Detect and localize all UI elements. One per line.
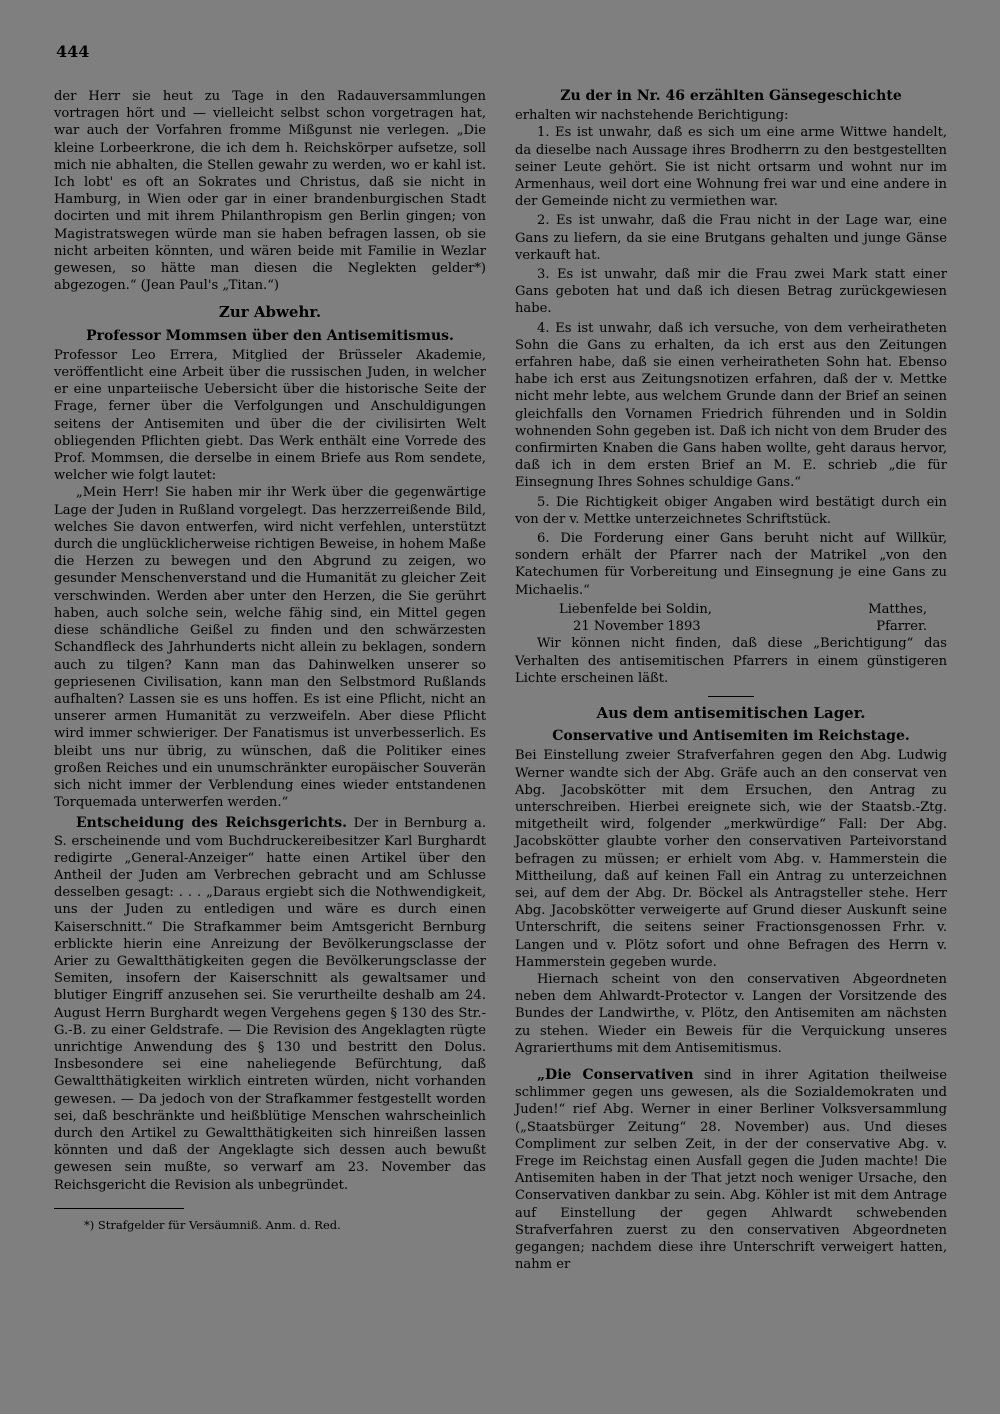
berichtigung-item-3: 3. Es ist unwahr, daß mir die Frau zwei Mark statt einer Gans geboten hat und daß ich diesen Betrag zurückgewiesen habe. (515, 267, 947, 317)
conservativen-text: sind in ihrer Agitation theilweise schlimmer gegen uns gewesen, als die Sozialdemokraten und Juden!“ rief Abg. Werner in einer Berliner Volksversammlung („Staatsbürger Zeitung“ 28. November) aus. Und dieses Compliment zur selben Zeit, in der der conservative Abg. v. Frege im Reichstag einen Ausfall gegen die Juden machte! Die Antisemiten haben in der That jetzt noch weniger Ursache, den Conservativen dankbar zu sein. Abg. Köhler ist mit dem Antrage auf Einstellung der gegen Ahlwardt schwebenden Strafverfahren zuerst zu den conservativen Abgeordneten gegangen; nachdem diese ihre Unterschrift verweigert hatten, nahm er (515, 1067, 947, 1273)
signature-line-2 (515, 618, 947, 635)
section-divider (708, 696, 754, 697)
left-column (54, 88, 486, 1234)
berichtigung-item-1: 1. Es ist unwahr, daß es sich um eine arme Wittwe handelt, da dieselbe nach Aussage ihres Brodherrn zu den bestgestellten seiner Leute gehört. Sie ist nicht ortsarm und wohnt nur im Armenhaus, weil dort eine Wohnung frei war und eine andere in der Gemeinde nicht zu vermiethen war. (515, 125, 947, 210)
footnote: *) Strafgelder für Versäumniß. Anm. d. Red. (84, 1217, 341, 1232)
berichtigung-item-4: 4. Es ist unwahr, daß ich versuche, von dem verheiratheten Sohn die Gans zu erhalten, da ich erst aus den Zeitungen erfahren habe, daß sie einen verheiratheten Sohn hat. Ebenso habe ich erst aus Zeitungsnotizen erfahren, daß der v. Mettke nicht mehr lebte, aus welchem Grunde dann der Brief an seinen gleichfalls den Vornamen Friedrich führenden und in Soldin wohnenden Sohn gegeben ist. Daß ich nicht von dem Bruder des confirmirten Knaben die Gans haben wollte, geht daraus hervor, daß ich in dem ersten Brief an M. E. schrieb „die für Einsegnung Ihres Sohnes schuldige Gans.“ (515, 320, 947, 491)
signature-name: Matthes, (868, 601, 927, 617)
berichtigung-item-5: 5. Die Richtigkeit obiger Angaben wird bestätigt durch ein von der v. Mettke unterzeichnetes Schriftstück. (515, 494, 947, 527)
signature-line-1 (515, 601, 947, 618)
reichsgericht-paragraph (54, 815, 486, 1193)
signature-date: 21 November 1893 (573, 619, 701, 635)
footnote-rule (54, 1208, 184, 1209)
berichtigung-item-2: 2. Es ist unwahr, daß die Frau nicht in der Lage war, eine Gans zu liefern, da sie eine Brutgans gehalten und junge Gänse verkauft hat. (515, 213, 947, 263)
article-title-gaensegeschichte: Zu der in Nr. 46 erzählten Gänsegeschichte (560, 88, 902, 104)
reichstage-paragraph-2: Hiernach scheint von den conservativen Abgeordneten neben dem Ahlwardt-Protector v. Langen der Vorsitzende des Bundes der Landwirthe, v. Plötz, den Antisemiten am nächsten zu stehen. Wieder ein Beweis für die Verquickung unseres Agrarierthums mit dem Antisemitismus. (515, 971, 947, 1056)
mommsen-letter-paragraph: „Mein Herr! Sie haben mir ihr Werk über die gegenwärtige Lage der Juden in Rußland vorgelegt. Das herzzerreißende Bild, welches Sie davon entwerfen, wird nicht verfehlen, unterstützt durch die unglücklicherweise richtigen Beweise, in hohem Maße die Herzen zu bewegen und den Abgrund zu zeigen, wo gesunder Menschenverstand und die Humanität zu gleicher Zeit verschwinden. Werden aber unter den Herzen, die Sie gerührt haben, auch solche sein, welche fähig sind, ein Mittel gegen diese schändliche Geißel zu finden und den schwärzesten Schandfleck des Jahrhunderts nicht allein zu beklagen, sondern auch zu tilgen? Kann man das Dahinwelken unserer so gepriesenen Civilisation, kann man den Selbstmord Rußlands aufhalten? Lassen sie es uns hoffen. Es ist eine Pflicht, nicht an unserer armen Humanität zu verzweifeln. Aber diese Pflicht wird immer schwieriger. Der Fanatismus ist unverbesserlich. Es bleibt uns nur übrig, zu wünschen, daß die Politiker eines großen Reiches und ein unumschränkter europäischer Souverän sich nicht immer der Verblendung eines wieder entstandenen Torquemada unterwerfen werden.“ (54, 485, 486, 811)
conservativen-title: „Die Conservativen (537, 1066, 694, 1083)
section-title-zur-abwehr: Zur Abwehr. (218, 303, 322, 322)
page-number: 444 (56, 42, 90, 61)
section-title-lager: Aus dem antisemitischen Lager. (596, 703, 866, 722)
conservativen-paragraph (515, 1067, 947, 1273)
signature-place: Liebenfelde bei Soldin, (559, 601, 712, 617)
reichstage-paragraph-1: Bei Einstellung zweier Strafverfahren gegen den Abg. Ludwig Werner wandte sich der Abg. Gräfe auch an den conservat ven Abg. Jacobskötter mit dem Ersuchen, den Antrag zu unterschreiben. Hierbei ereignete sich, wie der Staatsb.-Ztg. mitgetheilt wird, folgender „merkwürdige“ Fall: Der Abg. Jacobskötter glaubte vorher den conservativen Parteivorstand befragen zu müssen; er erhielt vom Abg. v. Hammerstein die Mittheilung, daß auf keinen Fall ein Antrag zu unterzeichnen sei, auf dem der Abg. Dr. Böckel als Antragsteller stehe. Herr Abg. Jacobskötter verweigerte auf Grund dieser Auskunft seine Unterschrift, die seitens seiner Fractionsgenossen Frhr. v. Langen und v. Plötz sofort und ohne Befragen des Herrn v. Hammerstein gegeben wurde. (515, 748, 947, 970)
berichtigung-item-6: 6. Die Forderung einer Gans beruht nicht auf Willkür, sondern erhält der Pfarrer nach der Matrikel „von den Katechumen für Vorbereitung und Einsegnung je eine Gans zu Michaelis.“ (515, 531, 947, 598)
right-column (515, 88, 947, 1273)
reichsgericht-title: Entscheidung des Reichsgerichts. (76, 815, 348, 832)
article-title-reichstage: Conservative und Antisemiten im Reichstage. (552, 728, 910, 745)
signature-role: Pfarrer. (876, 619, 927, 635)
titan-quote-paragraph: der Herr sie heut zu Tage in den Radauversammlungen vortragen hört und — vielleicht selbst schon vorgetragen hat, war auch der Vorfahren fromme Mißgunst nie verlegen. „Die kleine Lorbeerkrone, die ich dem h. Reichskörper aufsetze, soll mich nie abhalten, die Stellen gewahr zu werden, wo er kahl ist. Ich lobt' es oft an Sokrates und Christus, daß sie nicht in Hamburg, in Wien oder gar in einer brandenburgischen Stadt docirten und mit ihrem Philanthropism gen Berlin gingen; von Magistratswegen würde man sie haben befragen lassen, ob sie nicht arbeiten könnten, und wären beide mit Familie in Wezlar gewesen, so hätte man diesen die Neglekten gelder*) abgezogen.“ (Jean Paul's „Titan.“) (54, 89, 486, 294)
closing-paragraph: Wir können nicht finden, daß diese „Berichtigung“ das Verhalten des antisemitischen Pfarrers in einem günstigeren Lichte erscheinen läßt. (515, 636, 947, 686)
reichsgericht-text: Der in Bernburg a. S. erscheinende und vom Buchdruckereibesitzer Karl Burghardt redigirte „General-Anzeiger“ hatte einen Artikel über den Antheil der Juden am Verbrechen gebracht und am Schlusse desselben gesagt: . . . „Daraus ergiebt sich die Nothwendigkeit, uns der Juden zu entledigen und wäre es durch einen Kaiserschnitt.“ Die Strafkammer beim Amtsgericht Bernburg erblickte hierin eine Anreizung der Bevölkerungsclasse der Arier zu Gewaltthätigkeiten gegen die Bevölkerungsclasse der Semiten, insofern der Kaiserschnitt als gewaltsamer und blutiger Eingriff anzusehen sei. Sie verurtheilte deshalb am 24. August Herrn Burghardt wegen Vergehens gegen § 130 des Str.-G.-B. zu einer Geldstrafe. — Die Revision des Angeklagten rügte unrichtige Anwendung des § 130 und bestritt den Dolus. Insbesondere sei eine naheliegende Befürchtung, daß Gewaltthätigkeiten wirklich eintreten würden, nicht vorhanden gewesen. — Da jedoch von der Strafkammer festgestellt worden sei, daß beschränkte und heißblütige Menschen wahrscheinlich durch den Artikel zu Gewaltthätigkeiten sich hinreißen lassen könnten und daß der Angeklagte sich dessen auch bewußt gewesen sein mußte, so verwarf am 23. November das Reichsgericht die Revision als unbegründet. (54, 816, 486, 1193)
berichtigung-intro: erhalten wir nachstehende Berichtigung: (515, 108, 789, 124)
article-title-mommsen: Professor Mommsen über den Antisemitismus. (86, 327, 454, 344)
errera-paragraph: Professor Leo Errera, Mitglied der Brüsseler Akademie, veröffentlicht eine Arbeit über die russischen Juden, in welcher er eine unparteiische Uebersicht über die historische Seite der Frage, ferner über die Verfolgungen und Anschuldigungen seitens der Antisemiten und über die der civilisirten Welt obliegenden Pflichten giebt. Das Werk enthält eine Vorrede des Prof. Mommsen, die derselbe in einem Briefe aus Rom sendete, welcher wie folgt lautet: (54, 347, 486, 484)
